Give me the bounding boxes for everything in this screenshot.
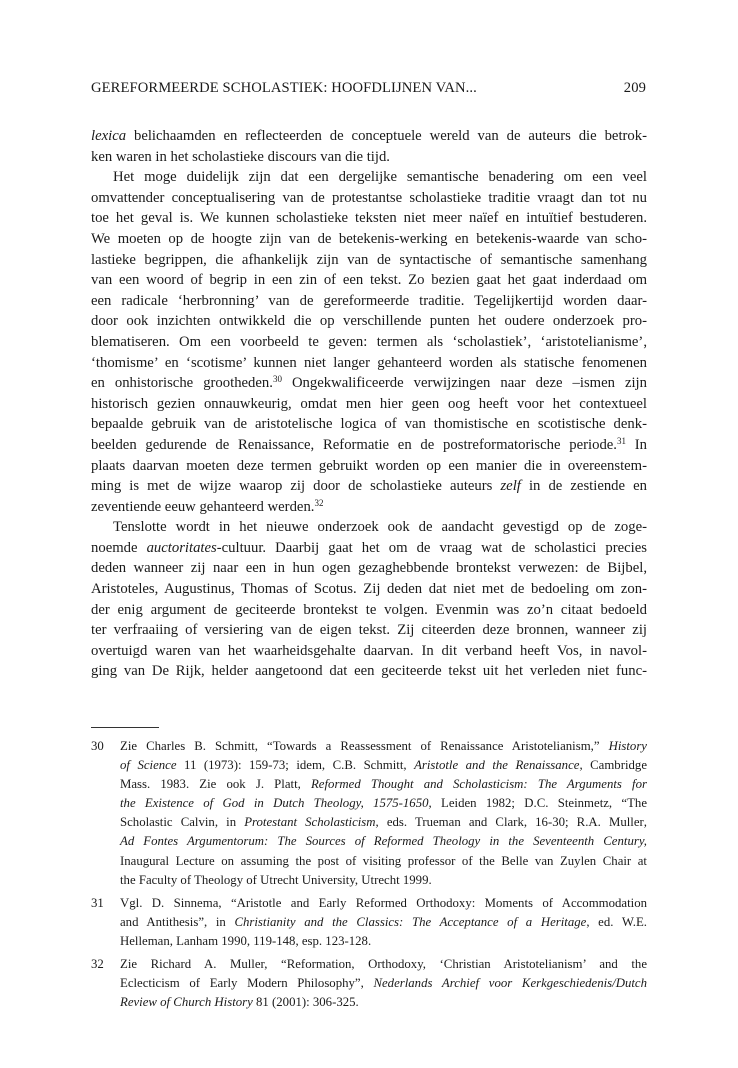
italic-title: History	[608, 739, 647, 753]
footnote-line	[120, 813, 647, 832]
text-line: omvattender conceptualisering van de protestantse scholastieke traditie vraagt dan tot nu	[91, 189, 647, 206]
footnote-line	[120, 993, 647, 1012]
italic-title: the Existence of God in Dutch Theology, 1575-1650,	[120, 796, 432, 811]
text-span: 11 (1973): 159-73; idem, C.B. Schmitt,	[176, 758, 415, 773]
text-line: bepaalde gebruik van de aristotelische logica of van thomistische en scotistische denk-	[91, 416, 647, 433]
footnote-ref-31[interactable]: 31	[616, 435, 626, 446]
footnote-number: 31	[91, 895, 104, 910]
italic-title: Aristotle and the Renaissance,	[414, 758, 583, 773]
text-line	[91, 126, 647, 147]
text-span: en onhistorische grootheden.	[91, 375, 273, 392]
text-line: door ook inzichten ontwikkeld die op verschillende punten het oudere onderzoek pro-	[91, 313, 647, 330]
footnote-31	[91, 894, 647, 951]
text-span: belichaamden en reflecteerden de conceptuele wereld van de auteurs die betrok-	[126, 128, 647, 144]
text-line: van een woord of begrip in een zin of een tekst. Zo bezien gaat het gaat inderdaad om	[91, 272, 647, 289]
footnote-line	[120, 737, 647, 756]
text-span: In	[625, 436, 647, 453]
text-span: Mass. 1983. Zie ook J. Platt	[120, 777, 298, 792]
footnote-ref-30[interactable]: 30	[272, 374, 282, 385]
footnote-line	[120, 913, 647, 932]
footnote-32	[91, 955, 647, 1012]
text-span: Zie Charles B. Schmitt, “Towards a Reassessment of Renaissance Aristotelianism,”	[120, 739, 609, 753]
footnote-line	[120, 794, 647, 813]
footnote-line	[120, 756, 647, 775]
text-line: We moeten op de hoogte zijn van de betekenis-werking en betekenis-waarde van scho-	[91, 230, 647, 247]
text-span: 81 (2001): 306-325.	[252, 995, 359, 1010]
text-span: Scholastic Calvin, in	[120, 815, 245, 830]
footnote-line: Helleman, Lanham 1990, 119-148, esp. 123-128.	[120, 933, 372, 948]
italic-term: auctoritates	[146, 539, 217, 556]
text-line: ging van De Rijk, helder aangetoond dat een geciteerde tekst uit het verleden niet func-	[91, 663, 647, 680]
text-line: plaats daarvan moeten deze termen gebruikt worden op een manier die in overeenstem-	[91, 457, 647, 474]
text-line: een radicale ‘herbronning’ van de gereformeerde traditie. Tegelijkertijd worden daar-	[91, 292, 647, 309]
footnote-line: the Faculty of Theology of Utrecht University, Utrecht 1999.	[120, 872, 432, 887]
text-span: -cultuur. Daarbij gaat het om de vraag wat de scholastici precies	[216, 539, 647, 556]
italic-term: zelf	[500, 478, 521, 495]
footnote-divider	[91, 727, 159, 728]
text-span: ming is met de wijze waarop zij door de scholastieke auteurs	[91, 478, 501, 495]
footnote-line: Inaugural Lecture on assuming the post of visiting professor of the Belle van Zuylen Chair at	[120, 853, 647, 868]
text-line: deden wanneer zij naar een in hun ogen gezaghebbende brontekst verwezen: de Bijbel,	[91, 560, 647, 577]
text-line: ter verfraaiing of versiering van de eigen tekst. Zij citeerden deze bronnen, wanneer zij	[91, 622, 647, 639]
italic-term: lexica	[91, 128, 127, 144]
footnote-line	[120, 775, 647, 794]
text-line: der enig argument de geciteerde brontekst te volgen. Evenmin was zo’n citaat bedoeld	[91, 601, 647, 618]
text-line	[91, 373, 647, 394]
main-text	[91, 126, 647, 682]
text-line: Het moge duidelijk zijn dat een dergelijke semantische benadering om een veel	[113, 169, 647, 186]
italic-title: of Science	[120, 758, 177, 773]
text-line: ken waren in het scholastieke discours van die tijd.	[91, 148, 390, 165]
text-line	[91, 497, 647, 518]
text-span: noemde	[91, 539, 147, 556]
text-span: Ongekwalificeerde verwijzingen naar deze –ismen zijn	[281, 375, 647, 392]
italic-title: Ad Fontes Argumentorum: The Sources of Reformed Theology in the Seventeenth Century,	[120, 834, 647, 849]
text-line	[91, 476, 647, 497]
italic-title: Review of Church History	[120, 995, 253, 1010]
text-span: in de zestiende en	[520, 478, 647, 495]
italic-title: ,	[643, 815, 647, 830]
italic-title: Nederlands Archief voor Kerkgeschiedenis/Dutch	[373, 976, 647, 991]
text-line	[91, 435, 647, 456]
footnote-line	[120, 832, 647, 851]
text-line: historisch gezien onnauwkeurig, omdat men hier geen oog heeft voor het contextueel	[91, 395, 647, 412]
page-number: 209	[623, 80, 646, 96]
footnotes	[91, 737, 647, 1016]
text-span: Eclecticism of Early Modern Philosophy”,	[120, 976, 374, 991]
text-line: lastieke begrippen, die afhankelijk zijn van de syntactische of semantische samenhang	[91, 251, 647, 268]
italic-title: , Reformed Thought and Scholasticism: The Arguments for	[297, 777, 647, 792]
italic-title: Protestant Scholasticism,	[244, 815, 379, 830]
footnote-line: Vgl. D. Sinnema, “Aristotle and Early Reformed Orthodoxy: Moments of Accommodation	[120, 895, 647, 910]
text-span: zeventiende eeuw gehanteerd werden.	[91, 498, 315, 515]
running-title: GEREFORMEERDE SCHOLASTIEK: HOOFDLIJNEN VAN...	[91, 80, 477, 96]
text-span: eds. Trueman and Clark, 16-30; R.A. Muller	[378, 815, 644, 830]
text-line: overtuigd waren van het waarheidsgehalte daarvan. In dit verband heeft Vos, in navol-	[91, 642, 647, 659]
italic-title: Christianity and the Classics: The Acceptance of a Heritage	[234, 914, 587, 929]
text-line: ‘thomisme’ en ‘scotisme’ kunnen niet langer gehanteerd worden als statische fenomenen	[91, 354, 647, 371]
text-span: Cambridge	[582, 758, 647, 773]
text-line: blematiseren. Om een voorbeeld te geven: termen als ‘scholastiek’, ‘aristotelianisme’,	[91, 333, 647, 350]
footnote-number: 32	[91, 957, 104, 972]
footnote-line	[120, 974, 647, 993]
text-span: Leiden 1982; D.C. Steinmetz, “The	[431, 796, 647, 811]
text-span: , ed. W.E.	[586, 914, 647, 929]
footnote-line: Zie Richard A. Muller, “Reformation, Orthodoxy, ‘Christian Aristotelianism’ and the	[120, 957, 647, 972]
footnote-ref-32[interactable]: 32	[314, 497, 324, 508]
text-line: toe het geval is. We kunnen scholastieke teksten niet meer naïef en intuïtief bestuderen.	[91, 210, 647, 227]
text-span: and Antithesis”, in	[120, 914, 235, 929]
footnote-number: 30	[91, 739, 104, 753]
running-head	[91, 80, 646, 97]
text-line	[91, 538, 647, 559]
text-line: Tenslotte wordt in het nieuwe onderzoek ook de aandacht gevestigd op de zoge-	[113, 519, 647, 536]
text-line: Aristoteles, Augustinus, Thomas of Scotus. Zij deden dat niet met de bedoeling om zon-	[91, 581, 647, 598]
footnote-30	[91, 737, 647, 890]
text-span: beelden gedurende de Renaissance, Reformatie en de postreformatorische periode.	[91, 436, 617, 453]
